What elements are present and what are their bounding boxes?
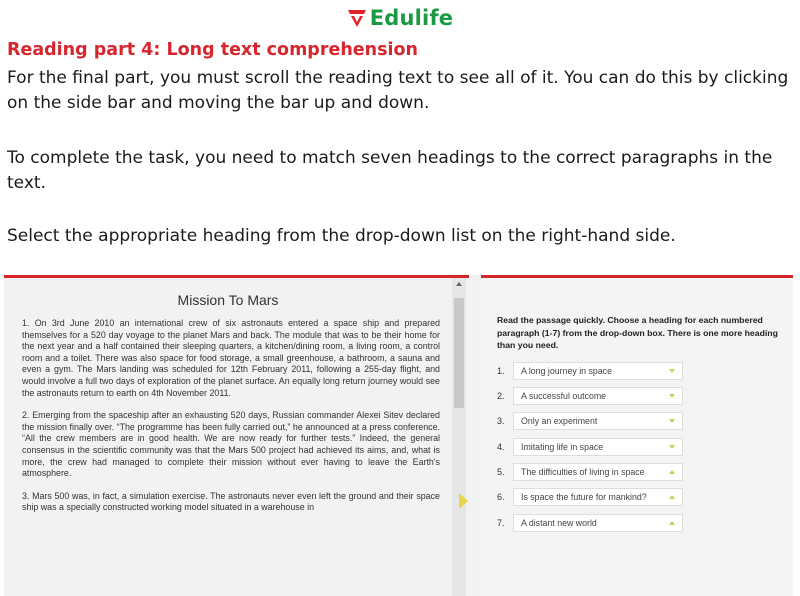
caret-up-icon [669, 495, 675, 499]
heading-dropdown-2[interactable] [513, 387, 683, 405]
caret-down-icon [669, 394, 675, 398]
next-arrow-icon[interactable] [459, 493, 468, 509]
reading-scrollbar[interactable] [452, 278, 466, 596]
slide-paragraph-match: To complete the task, you need to match seven headings to the correct paragraphs in the text. [7, 148, 773, 193]
scroll-up-arrow-icon[interactable] [456, 282, 462, 286]
reading-title: Mission To Mars [177, 292, 279, 308]
dropdown-value: A distant new world [521, 518, 597, 528]
scrollbar-thumb[interactable] [454, 298, 464, 408]
dropdown-value: Only an experiment [521, 416, 598, 426]
dropdown-value: Imitating life in space [521, 442, 604, 452]
reading-pane [4, 278, 452, 596]
heading-dropdown-6[interactable] [513, 488, 683, 506]
dropdown-value: A successful outcome [521, 391, 607, 401]
reading-paragraph-3: 3. Mars 500 was, in fact, a simulation exercise. The astronauts never even left the ground and their space ship was a specially constructed working model situated in a warehouse in [22, 490, 440, 513]
task-instructions: Read the passage quickly. Choose a heading for each numbered paragraph (1-7) from the drop-down box. There is one more heading than you need. [497, 315, 778, 350]
caret-down-icon [669, 445, 675, 449]
slide-paragraph-scroll: For the final part, you must scroll the reading text to see all of it. You can do this by clicking on the side bar and moving the bar up and down. [7, 68, 789, 113]
task-pane [481, 278, 793, 596]
dropdown-value: A long journey in space [521, 366, 612, 376]
question-number: 1. [497, 366, 505, 376]
logo-text: Edulife [369, 6, 454, 30]
question-number: 5. [497, 467, 505, 477]
heading-dropdown-3[interactable] [513, 412, 683, 430]
caret-down-icon [669, 419, 675, 423]
question-row-4 [497, 437, 683, 457]
question-row-2 [497, 386, 683, 406]
caret-up-icon [669, 521, 675, 525]
heading-dropdown-1[interactable] [513, 362, 683, 380]
heading-dropdown-5[interactable] [513, 463, 683, 481]
slide-heading: Reading part 4: Long text comprehension [7, 40, 419, 60]
question-number: 3. [497, 416, 505, 426]
dropdown-value: The difficulties of living in space [521, 467, 645, 477]
question-row-1 [497, 361, 683, 381]
question-number: 2. [497, 391, 505, 401]
question-row-3 [497, 411, 683, 431]
reading-paragraph-1: 1. On 3rd June 2010 an international crew of six astronauts entered a space ship and prepared themselves for a 520 day voyage to the planet Mars and back. The module that was to be their home for the next year and a half contained their sleeping quarters, a kitchen/dining room, a living room, a control room and a toilet. There was also space for food storage, a small greenhouse, a bathroom, a sauna and even a gym. The Mars landing was scheduled for 12th February 2011, following a 255-day flight, and would involve a full two days of exploration of the planet surface. An equally long return journey would see the astronauts return to earth on 4th November 2011. [22, 318, 440, 398]
heading-dropdown-4[interactable] [513, 438, 683, 456]
caret-down-icon [669, 369, 675, 373]
question-number: 4. [497, 442, 505, 452]
question-row-6 [497, 487, 683, 507]
question-row-7 [497, 513, 683, 533]
caret-up-icon [669, 470, 675, 474]
exam-screenshot [4, 275, 793, 596]
question-number: 7. [497, 518, 505, 528]
slide-paragraph-select: Select the appropriate heading from the drop-down list on the right-hand side. [7, 226, 676, 246]
dropdown-value: Is space the future for mankind? [521, 492, 647, 502]
heading-dropdown-7[interactable] [513, 514, 683, 532]
question-number: 6. [497, 492, 505, 502]
reading-paragraph-2: 2. Emerging from the spaceship after an exhausting 520 days, Russian commander Alexei Sitev declared the mission finally over. “The programme has been fully carried out,” he announced at a press conference. “All the crew members are in good health. We are now ready for further tests.” Indeed, the general consensus in the scientific community was that the Mars 500 project had achieved its aims, and, what is more, the crew had managed to complete their mission without ever having to leave the Earth's atmosphere. [22, 410, 440, 479]
reading-text [22, 318, 440, 525]
brand-logo [0, 6, 800, 33]
question-row-5 [497, 462, 683, 482]
edulife-v-logo-icon [347, 8, 367, 28]
